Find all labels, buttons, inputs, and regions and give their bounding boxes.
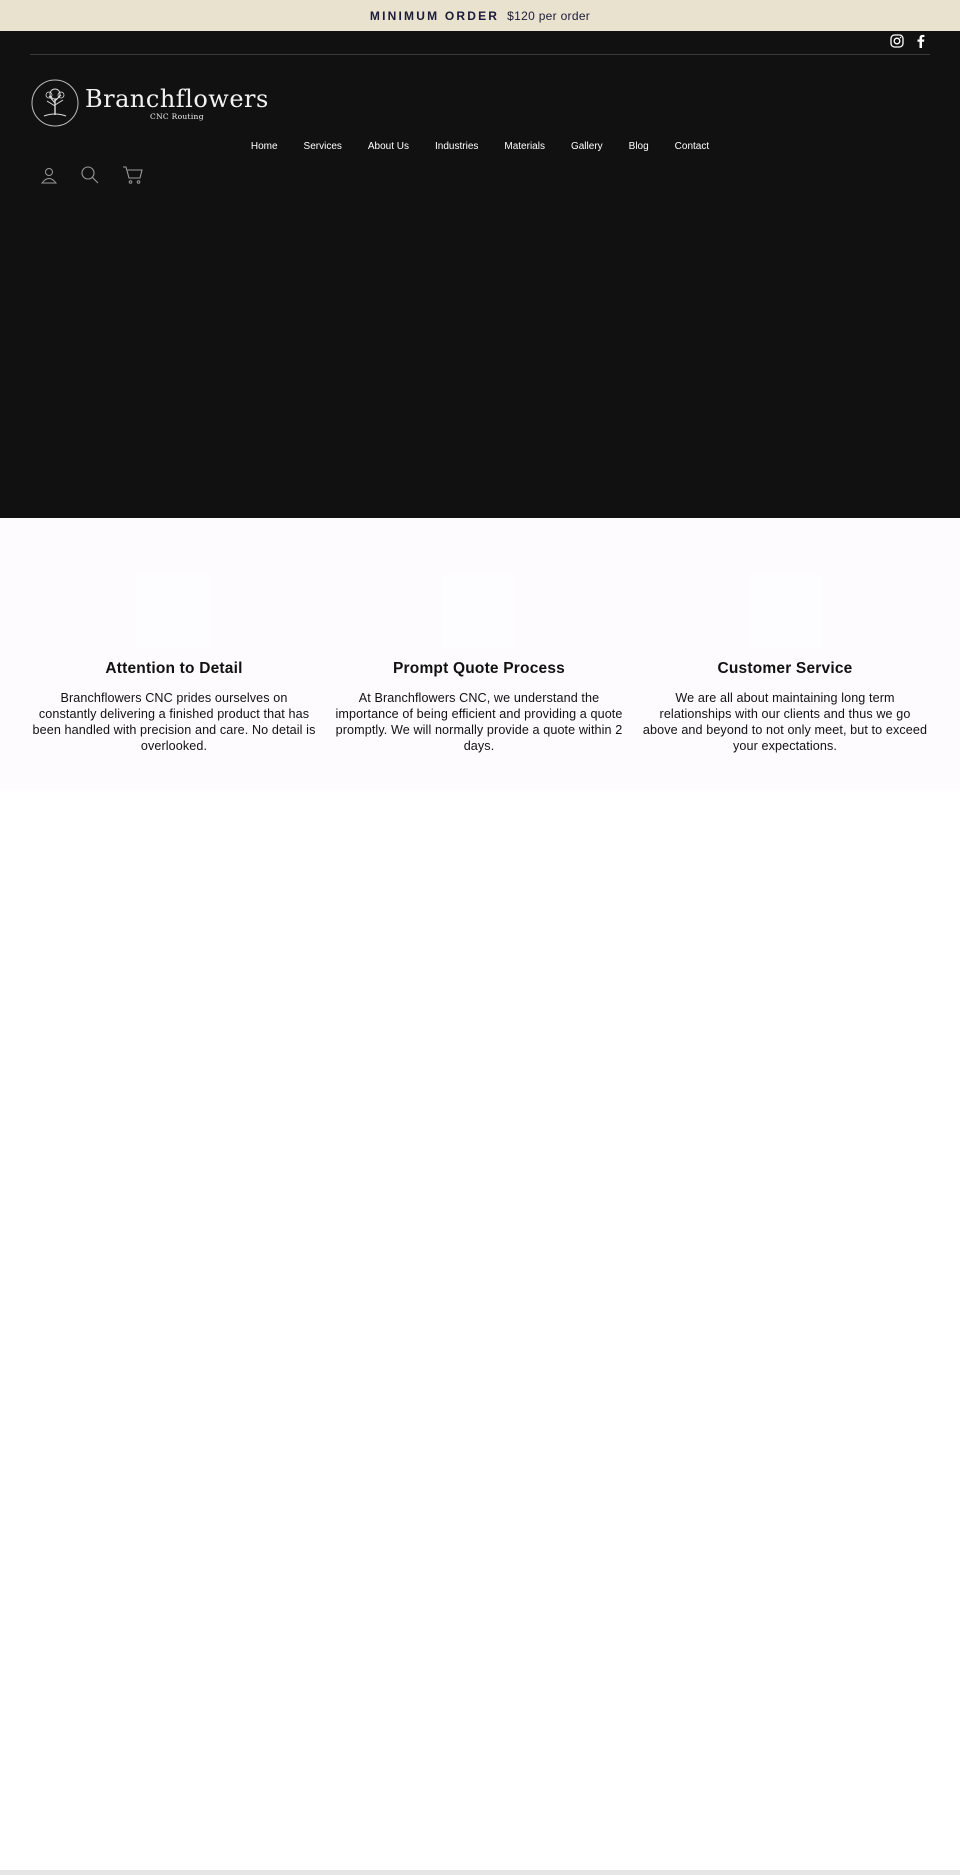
instagram-icon[interactable]	[890, 34, 904, 48]
feature-image	[137, 574, 211, 648]
search-icon[interactable]	[80, 165, 100, 190]
header-utilities	[40, 165, 166, 190]
cart-icon[interactable]	[122, 165, 144, 190]
page-bottom-strip	[0, 1870, 960, 1875]
nav-services[interactable]: Services	[303, 141, 342, 152]
announcement-text: $120 per order	[507, 8, 591, 23]
nav-gallery[interactable]: Gallery	[570, 141, 603, 152]
nav-blog[interactable]: Blog	[628, 141, 649, 152]
nav-about-us[interactable]: About Us	[367, 141, 410, 152]
announcement-bold: MINIMUM ORDER	[369, 8, 500, 23]
feature-image	[442, 574, 516, 648]
feature-attention-to-detail	[30, 574, 318, 754]
nav-contact[interactable]: Contact	[674, 141, 710, 152]
site-header	[0, 31, 960, 518]
feature-text: We are all about maintaining long term relationships with our clients and thus we go above and beyond to not only meet, but to exceed your expectations.	[642, 691, 928, 753]
feature-title: Prompt Quote Process	[393, 660, 565, 677]
feature-prompt-quote	[335, 574, 623, 754]
facebook-icon[interactable]	[914, 34, 928, 48]
main-nav	[0, 141, 960, 152]
header-divider	[30, 54, 930, 55]
brand-logo[interactable]	[31, 79, 269, 127]
nav-home[interactable]: Home	[250, 141, 278, 152]
user-icon[interactable]	[40, 166, 58, 189]
nav-materials[interactable]: Materials	[504, 141, 545, 152]
features-section	[0, 518, 960, 790]
brand-text	[85, 86, 269, 121]
nav-industries[interactable]: Industries	[435, 141, 479, 152]
brand-tagline: CNC Routing	[150, 111, 204, 121]
announcement-bar	[0, 0, 960, 31]
feature-customer-service	[641, 574, 929, 754]
feature-text: At Branchflowers CNC, we understand the importance of being efficient and providing a quote promptly. We will normally provide a quote within 2 days.	[335, 691, 623, 753]
tree-logo-icon	[31, 79, 79, 127]
social-links	[890, 34, 928, 48]
brand-name: Branchflowers	[85, 84, 269, 113]
feature-image	[748, 574, 822, 648]
feature-title: Customer Service	[717, 660, 853, 677]
feature-text: Branchflowers CNC prides ourselves on constantly delivering a finished product that has been handled with precision and care. No detail is overlooked.	[32, 691, 316, 753]
feature-title: Attention to Detail	[105, 660, 243, 677]
